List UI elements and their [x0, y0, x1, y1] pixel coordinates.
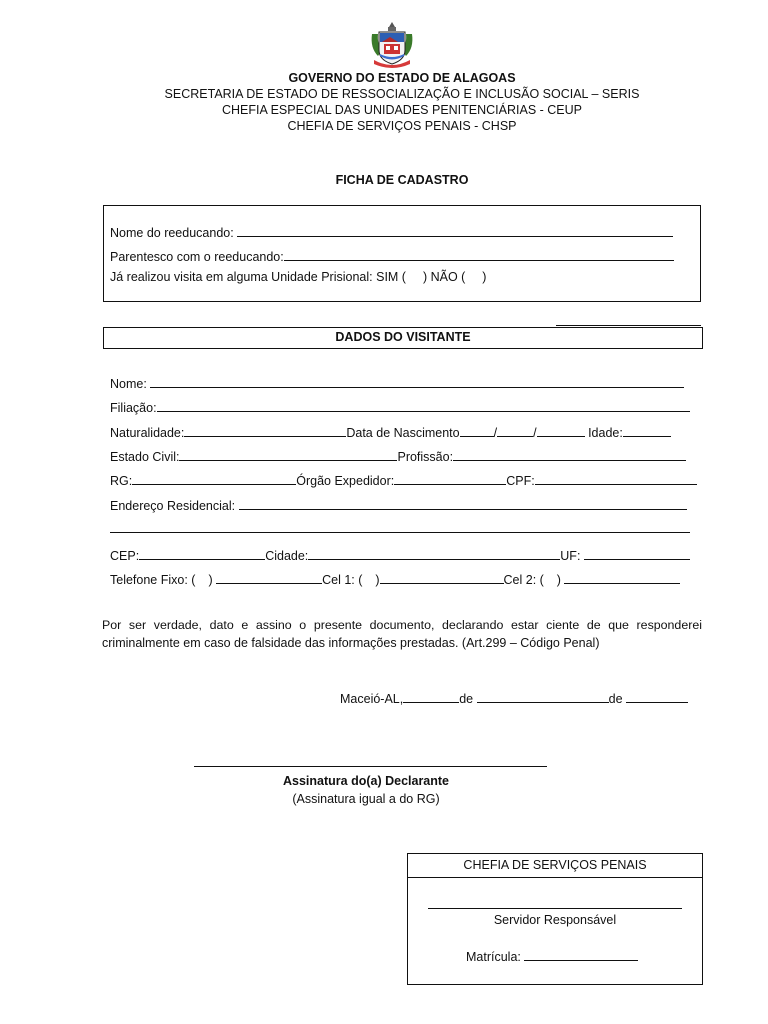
nome-label: Nome:: [110, 377, 147, 391]
estado-civil-label: Estado Civil:: [110, 450, 180, 464]
birth-year-field[interactable]: [537, 422, 585, 437]
naturalidade-label: Naturalidade:: [110, 426, 185, 440]
rg-label: RG:: [110, 474, 133, 488]
visita-nao-label: ) NÃO (: [422, 270, 466, 284]
header-government: GOVERNO DO ESTADO DE ALAGOAS: [288, 71, 516, 85]
idade-label: Idade:: [588, 426, 623, 440]
birth-month-field[interactable]: [497, 422, 533, 437]
rg-field[interactable]: [132, 470, 296, 485]
place-date-row: [340, 688, 688, 706]
cel2-label: Cel 2: (: [503, 573, 544, 587]
parentesco-label: Parentesco com o reeducando:: [110, 250, 284, 264]
date-day-field[interactable]: [403, 688, 459, 703]
header-chefia-servicos: CHEFIA DE SERVIÇOS PENAIS - CHSP: [287, 119, 517, 133]
date-year-field[interactable]: [626, 688, 688, 703]
declaration-line-1: Por ser verdade, dato e assino o presente documento, declarando estar ciente de que responderei: [102, 618, 702, 632]
place-city: Maceió-AL,: [340, 692, 404, 706]
filiacao-label: Filiação:: [110, 401, 157, 415]
rg-row: [110, 470, 697, 488]
declaration-line-2: criminalmente em caso de falsidade das informações prestadas. (Art.299 – Código Penal): [102, 636, 600, 650]
cidade-field[interactable]: [308, 545, 560, 560]
idade-field[interactable]: [623, 422, 671, 437]
date-slash-2: /: [533, 426, 537, 440]
visita-close: ): [482, 270, 487, 284]
cpf-label: CPF:: [506, 474, 535, 488]
visita-question: Já realizou visita em alguma Unidade Prisional: SIM (: [110, 270, 406, 284]
section-visitante-header: [103, 327, 703, 349]
cel1-field[interactable]: [380, 569, 504, 584]
cel1-close: ): [375, 573, 380, 587]
nome-row: [110, 373, 684, 391]
date-month-field[interactable]: [477, 688, 609, 703]
uf-field[interactable]: [584, 545, 690, 560]
matricula-label: Matrícula:: [466, 950, 521, 964]
header-top-line-accent: [556, 325, 701, 326]
naturalidade-row: [110, 422, 671, 440]
servidor-signature-line[interactable]: [428, 908, 682, 909]
visita-row: [110, 270, 486, 288]
estado-civil-field[interactable]: [179, 446, 397, 461]
cel2-field[interactable]: [564, 569, 680, 584]
section-visitante-title: DADOS DO VISITANTE: [335, 330, 471, 344]
date-slash-1: /: [493, 426, 498, 440]
form-title: FICHA DE CADASTRO: [335, 173, 469, 187]
telefone-row: [110, 569, 680, 587]
signature-line[interactable]: [194, 766, 547, 767]
orgao-label: Órgão Expedidor:: [296, 474, 395, 488]
filiacao-row: [110, 397, 690, 415]
matricula-row: [466, 946, 638, 964]
uf-label: UF:: [560, 549, 581, 563]
header-secretaria: SECRETARIA DE ESTADO DE RESSOCIALIZAÇÃO E INCLUSÃO SOCIAL – SERIS: [164, 87, 640, 101]
estado-civil-row: [110, 446, 686, 464]
signature-subtitle: (Assinatura igual a do RG): [292, 792, 440, 806]
date-de-1: de: [459, 692, 474, 706]
cep-label: CEP:: [110, 549, 140, 563]
orgao-field[interactable]: [394, 470, 506, 485]
nome-field[interactable]: [150, 373, 684, 388]
birth-day-field[interactable]: [460, 422, 494, 437]
cep-row: [110, 545, 690, 563]
header-chefia-especial: CHEFIA ESPECIAL DAS UNIDADES PENITENCIÁRIAS - CEUP: [221, 103, 583, 117]
telefone-field[interactable]: [216, 569, 322, 584]
cpf-field[interactable]: [535, 470, 697, 485]
profissao-label: Profissão:: [397, 450, 454, 464]
filiacao-field[interactable]: [157, 397, 690, 412]
naturalidade-field[interactable]: [184, 422, 346, 437]
chefia-box-divider: [407, 877, 702, 878]
reeducando-name-field[interactable]: [237, 222, 673, 237]
chefia-box-title: CHEFIA DE SERVIÇOS PENAIS: [463, 858, 647, 872]
telefone-label: Telefone Fixo: (: [110, 573, 196, 587]
servidor-label: Servidor Responsável: [493, 913, 617, 927]
cel1-label: Cel 1: (: [322, 573, 363, 587]
profissao-field[interactable]: [453, 446, 686, 461]
signature-title: Assinatura do(a) Declarante: [282, 774, 450, 788]
endereco-field-line2[interactable]: [110, 532, 690, 533]
data-nascimento-label: Data de Nascimento: [346, 426, 460, 440]
telefone-close: ): [208, 573, 213, 587]
reeducando-name-label: Nome do reeducando:: [110, 226, 234, 240]
endereco-label: Endereço Residencial:: [110, 499, 236, 513]
cidade-label: Cidade:: [265, 549, 309, 563]
cel2-close: ): [556, 573, 561, 587]
endereco-row: [110, 495, 687, 513]
matricula-field[interactable]: [524, 946, 638, 961]
reeducando-name-row: [110, 222, 673, 240]
endereco-field[interactable]: [239, 495, 687, 510]
date-de-2: de: [608, 692, 623, 706]
cep-field[interactable]: [139, 545, 265, 560]
coat-of-arms-logo: [368, 20, 416, 70]
parentesco-field[interactable]: [284, 246, 674, 261]
parentesco-row: [110, 246, 674, 264]
